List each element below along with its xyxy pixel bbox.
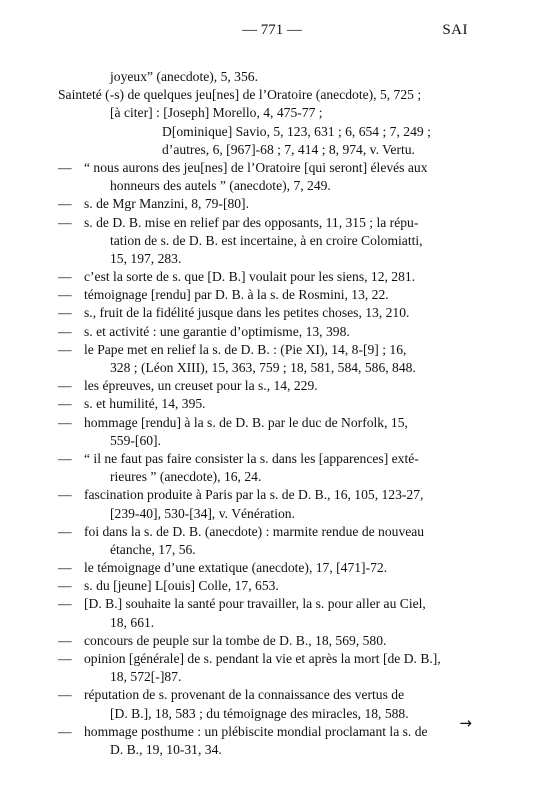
- line-text: témoignage [rendu] par D. B. à la s. de Rosmini, 13, 22.: [84, 287, 389, 303]
- index-subentry-line: [58, 123, 470, 141]
- line-text: 328 ; (Léon XIII), 15, 363, 759 ; 18, 581, 584, 586, 848.: [110, 360, 416, 375]
- index-continuation-line: [58, 741, 470, 759]
- running-head: SAI: [442, 22, 468, 38]
- line-text: Sainteté (-s) de quelques jeu[nes] de l’Oratoire (anecdote), 5, 725 ;: [58, 87, 422, 103]
- line-text: [D. B.], 18, 583 ; du témoignage des miracles, 18, 588.: [110, 705, 409, 721]
- entry-dash: —: [58, 687, 72, 703]
- line-text: concours de peuple sur la tombe de D. B., 18, 569, 580.: [84, 632, 387, 648]
- index-entry-line: [58, 523, 470, 541]
- index-continuation-line: [58, 432, 470, 450]
- index-entry-line: [58, 650, 470, 668]
- index-entry-line: [58, 195, 470, 213]
- index-continuation-line: [58, 68, 470, 86]
- line-text: hommage [rendu] à la s. de D. B. par le duc de Norfolk, 15,: [84, 414, 408, 430]
- line-text: étanche, 17, 56.: [110, 541, 196, 557]
- index-continuation-line: [58, 505, 470, 523]
- line-text: s. de Mgr Manzini, 8, 79-[80].: [84, 196, 249, 212]
- entry-dash: —: [58, 196, 72, 212]
- page-number: — 771 —: [242, 22, 302, 38]
- entry-dash: —: [58, 305, 72, 321]
- line-text: 559-[60].: [110, 432, 161, 448]
- index-entry-line: [58, 395, 470, 413]
- line-text: “ il ne faut pas faire consister la s. dans les [apparences] exté-: [84, 450, 419, 466]
- entry-dash: —: [58, 560, 72, 576]
- entry-dash: —: [58, 487, 72, 503]
- index-entry-line: [58, 414, 470, 432]
- line-text: 18, 661.: [110, 614, 155, 630]
- index-continuation-line: [58, 541, 470, 559]
- line-text: honneurs des autels ” (anecdote), 7, 249.: [110, 178, 331, 194]
- index-entry-line: [58, 559, 470, 577]
- line-text: réputation de s. provenant de la connaissance des vertus de: [84, 687, 405, 703]
- line-text: “ nous aurons des jeu[nes] de l’Oratoire [qui seront] élevés aux: [84, 159, 428, 175]
- line-text: [239-40], 530-[34], v. Vénération.: [110, 505, 295, 521]
- entry-dash: —: [58, 596, 72, 612]
- line-text: s. et humilité, 14, 395.: [84, 396, 206, 412]
- entry-dash: —: [58, 378, 72, 394]
- entry-dash: —: [58, 578, 72, 594]
- line-text: opinion [générale] de s. pendant la vie et après la mort [de D. B.],: [84, 651, 441, 666]
- entry-dash: —: [58, 396, 72, 412]
- index-entry-line: [58, 323, 470, 341]
- index-continuation-line: [58, 177, 470, 195]
- index-continuation-line: [58, 250, 470, 268]
- index-entry-line: [58, 595, 470, 613]
- line-text: c’est la sorte de s. que [D. B.] voulait pour les siens, 12, 281.: [84, 269, 416, 285]
- index-entry-line: [58, 686, 470, 704]
- line-text: fascination produite à Paris par la s. de D. B., 16, 105, 123-27,: [84, 487, 424, 503]
- entry-dash: —: [58, 651, 72, 666]
- index-entry-line: [58, 486, 470, 504]
- index-entry-line: [58, 632, 470, 650]
- index-entry-line: [58, 577, 470, 595]
- index-continuation-line: [58, 232, 470, 250]
- line-text: 15, 197, 283.: [110, 250, 182, 266]
- line-text: s. du [jeune] L[ouis] Colle, 17, 653.: [84, 578, 279, 594]
- index-heading-line: [58, 86, 470, 104]
- entry-dash: —: [58, 341, 72, 357]
- index-subentry-line: [58, 141, 470, 159]
- line-text: [à citer] : [Joseph] Morello, 4, 475-77 ;: [110, 105, 323, 121]
- index-continuation-line: [58, 668, 470, 686]
- index-entry-line: [58, 377, 470, 395]
- index-entry-line: [58, 304, 470, 322]
- line-text: tation de s. de D. B. est incertaine, à en croire Colomiatti,: [110, 232, 423, 248]
- index-entries: [58, 68, 470, 759]
- line-text: foi dans la s. de D. B. (anecdote) : marmite rendue de nouveau: [84, 523, 425, 539]
- index-entry-line: [58, 286, 470, 304]
- continue-arrow-icon: →: [459, 714, 472, 732]
- line-text: hommage posthume : un plébiscite mondial proclamant la s. de: [84, 723, 428, 739]
- index-continuation-line: [58, 359, 470, 377]
- index-continuation-line: [58, 705, 470, 723]
- index-entry-line: [58, 450, 470, 468]
- index-entry-line: [58, 159, 470, 177]
- entry-dash: —: [58, 159, 72, 175]
- entry-dash: —: [58, 450, 72, 466]
- entry-dash: —: [58, 414, 72, 430]
- index-continuation-line: [58, 104, 470, 122]
- index-entry-line: [58, 723, 470, 741]
- line-text: D. B., 19, 10-31, 34.: [110, 741, 222, 757]
- index-entry-line: [58, 268, 470, 286]
- line-text: d’autres, 6, [967]-68 ; 7, 414 ; 8, 974, v. Vertu.: [162, 141, 415, 157]
- line-text: s. et activité : une garantie d’optimisme, 13, 398.: [84, 323, 350, 339]
- index-continuation-line: [58, 614, 470, 632]
- index-entry-line: [58, 214, 470, 232]
- entry-dash: —: [58, 523, 72, 539]
- line-text: rieures ” (anecdote), 16, 24.: [110, 469, 262, 485]
- line-text: les épreuves, un creuset pour la s., 14, 229.: [84, 378, 318, 394]
- line-text: joyeux” (anecdote), 5, 356.: [110, 69, 258, 84]
- line-text: [D. B.] souhaite la santé pour travailler, la s. pour aller au Ciel,: [84, 596, 426, 612]
- entry-dash: —: [58, 269, 72, 285]
- page-header: [0, 22, 544, 42]
- line-text: le témoignage d’une extatique (anecdote), 17, [471]-72.: [84, 560, 388, 576]
- entry-dash: —: [58, 632, 72, 648]
- index-continuation-line: [58, 468, 470, 486]
- line-text: D[ominique] Savio, 5, 123, 631 ; 6, 654 ; 7, 249 ;: [162, 123, 431, 139]
- entry-dash: —: [58, 287, 72, 303]
- line-text: le Pape met en relief la s. de D. B. : (Pie XI), 14, 8-[9] ; 16,: [84, 341, 407, 357]
- line-text: s. de D. B. mise en relief par des opposants, 11, 315 ; la répu-: [84, 214, 419, 230]
- entry-dash: —: [58, 723, 72, 739]
- entry-dash: —: [58, 214, 72, 230]
- line-text: 18, 572[-]87.: [110, 669, 182, 685]
- index-entry-line: [58, 341, 470, 359]
- entry-dash: —: [58, 323, 72, 339]
- line-text: s., fruit de la fidélité jusque dans les petites choses, 13, 210.: [84, 305, 410, 321]
